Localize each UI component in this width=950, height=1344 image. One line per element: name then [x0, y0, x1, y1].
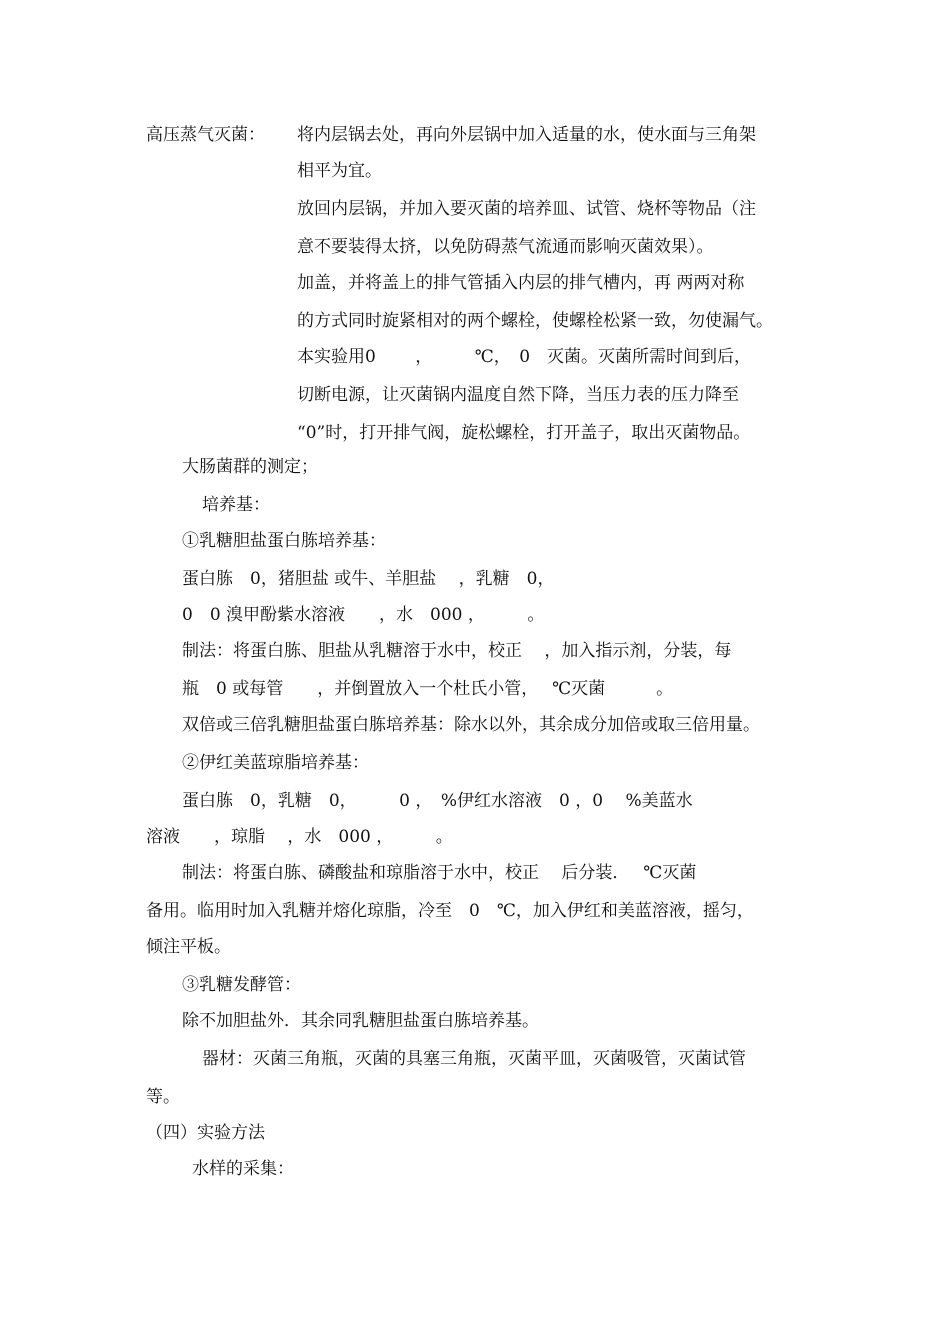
equipment-line-1: 器材：灭菌三角瓶，灭菌的具塞三角瓶，灭菌平皿，灭菌吸管，灭菌试管 [202, 1049, 746, 1069]
autoclave-line-7: 本实验用0 ， ℃， 0 灭菌。灭菌所需时间到后， [297, 347, 752, 367]
item2-line-2: 溶液 ，琼脂 ，水 000 ， 。 [146, 827, 453, 847]
autoclave-line-9: “0”时，打开排气阀，旋松螺栓，打开盖子，取出灭菌物品。 [297, 423, 751, 443]
item2-title: ②伊红美蓝琼脂培养基： [182, 753, 369, 773]
media-heading: 培养基： [202, 495, 270, 515]
section4-heading: （四）实验方法 [146, 1123, 265, 1143]
equipment-line-2: 等。 [146, 1087, 180, 1107]
autoclave-line-3: 放回内层锅，并加入要灭菌的培养皿、试管、烧杯等物品（注 [297, 199, 756, 219]
item2-prep-1: 制法：将蛋白胨、磷酸盐和琼脂溶于水中，校正 后分装． ℃灭菌 [182, 863, 697, 883]
item1-prep-2: 瓶 0 或每管 ，并倒置放入一个杜氏小管， ℃灭菌 。 [182, 679, 674, 699]
item1-line-1: 蛋白胨 0，猪胆盐 或牛、羊胆盐 ，乳糖 0， [182, 569, 555, 589]
item2-line-1: 蛋白胨 0，乳糖 0， 0 ， %伊红水溶液 0 ，0 %美蓝水 [182, 791, 693, 811]
coliform-heading: 大肠菌群的测定； [182, 457, 318, 477]
item1-double: 双倍或三倍乳糖胆盐蛋白胨培养基：除水以外，其余成分加倍或取三倍用量。 [182, 715, 760, 735]
item3-line-1: 除不加胆盐外．其余同乳糖胆盐蛋白胨培养基。 [182, 1011, 539, 1031]
autoclave-line-8: 切断电源，让灭菌锅内温度自然下降，当压力表的压力降至 [297, 385, 739, 405]
sampling-heading: 水样的采集： [192, 1159, 294, 1179]
item2-prep-3: 倾注平板。 [146, 937, 231, 957]
item1-title: ①乳糖胆盐蛋白胨培养基： [182, 531, 386, 551]
autoclave-label: 高压蒸气灭菌： [146, 125, 265, 145]
autoclave-line-4: 意不要装得太挤，以免防碍蒸气流通而影响灭菌效果）。 [297, 237, 714, 257]
item1-prep-1: 制法：将蛋白胨、胆盐从乳糖溶于水中，校正 ，加入指示剂，分装，每 [182, 641, 732, 661]
autoclave-line-2: 相平为宜。 [297, 161, 382, 181]
item2-prep-2: 备用。临用时加入乳糖并熔化琼脂，冷至 0 ℃，加入伊红和美蓝溶液，摇匀， [146, 901, 754, 921]
autoclave-line-6: 的方式同时旋紧相对的两个螺栓，使螺栓松紧一致，勿使漏气。 [297, 311, 773, 331]
autoclave-line-5: 加盖，并将盖上的排气管插入内层的排气槽内，再 两两对称 [297, 273, 745, 293]
item1-line-2: 0 0 溴甲酚紫水溶液 ，水 000 ， 。 [182, 605, 545, 625]
item3-title: ③乳糖发酵管： [182, 975, 301, 995]
autoclave-line-1: 将内层锅去处，再向外层锅中加入适量的水，使水面与三角架 [297, 125, 756, 145]
